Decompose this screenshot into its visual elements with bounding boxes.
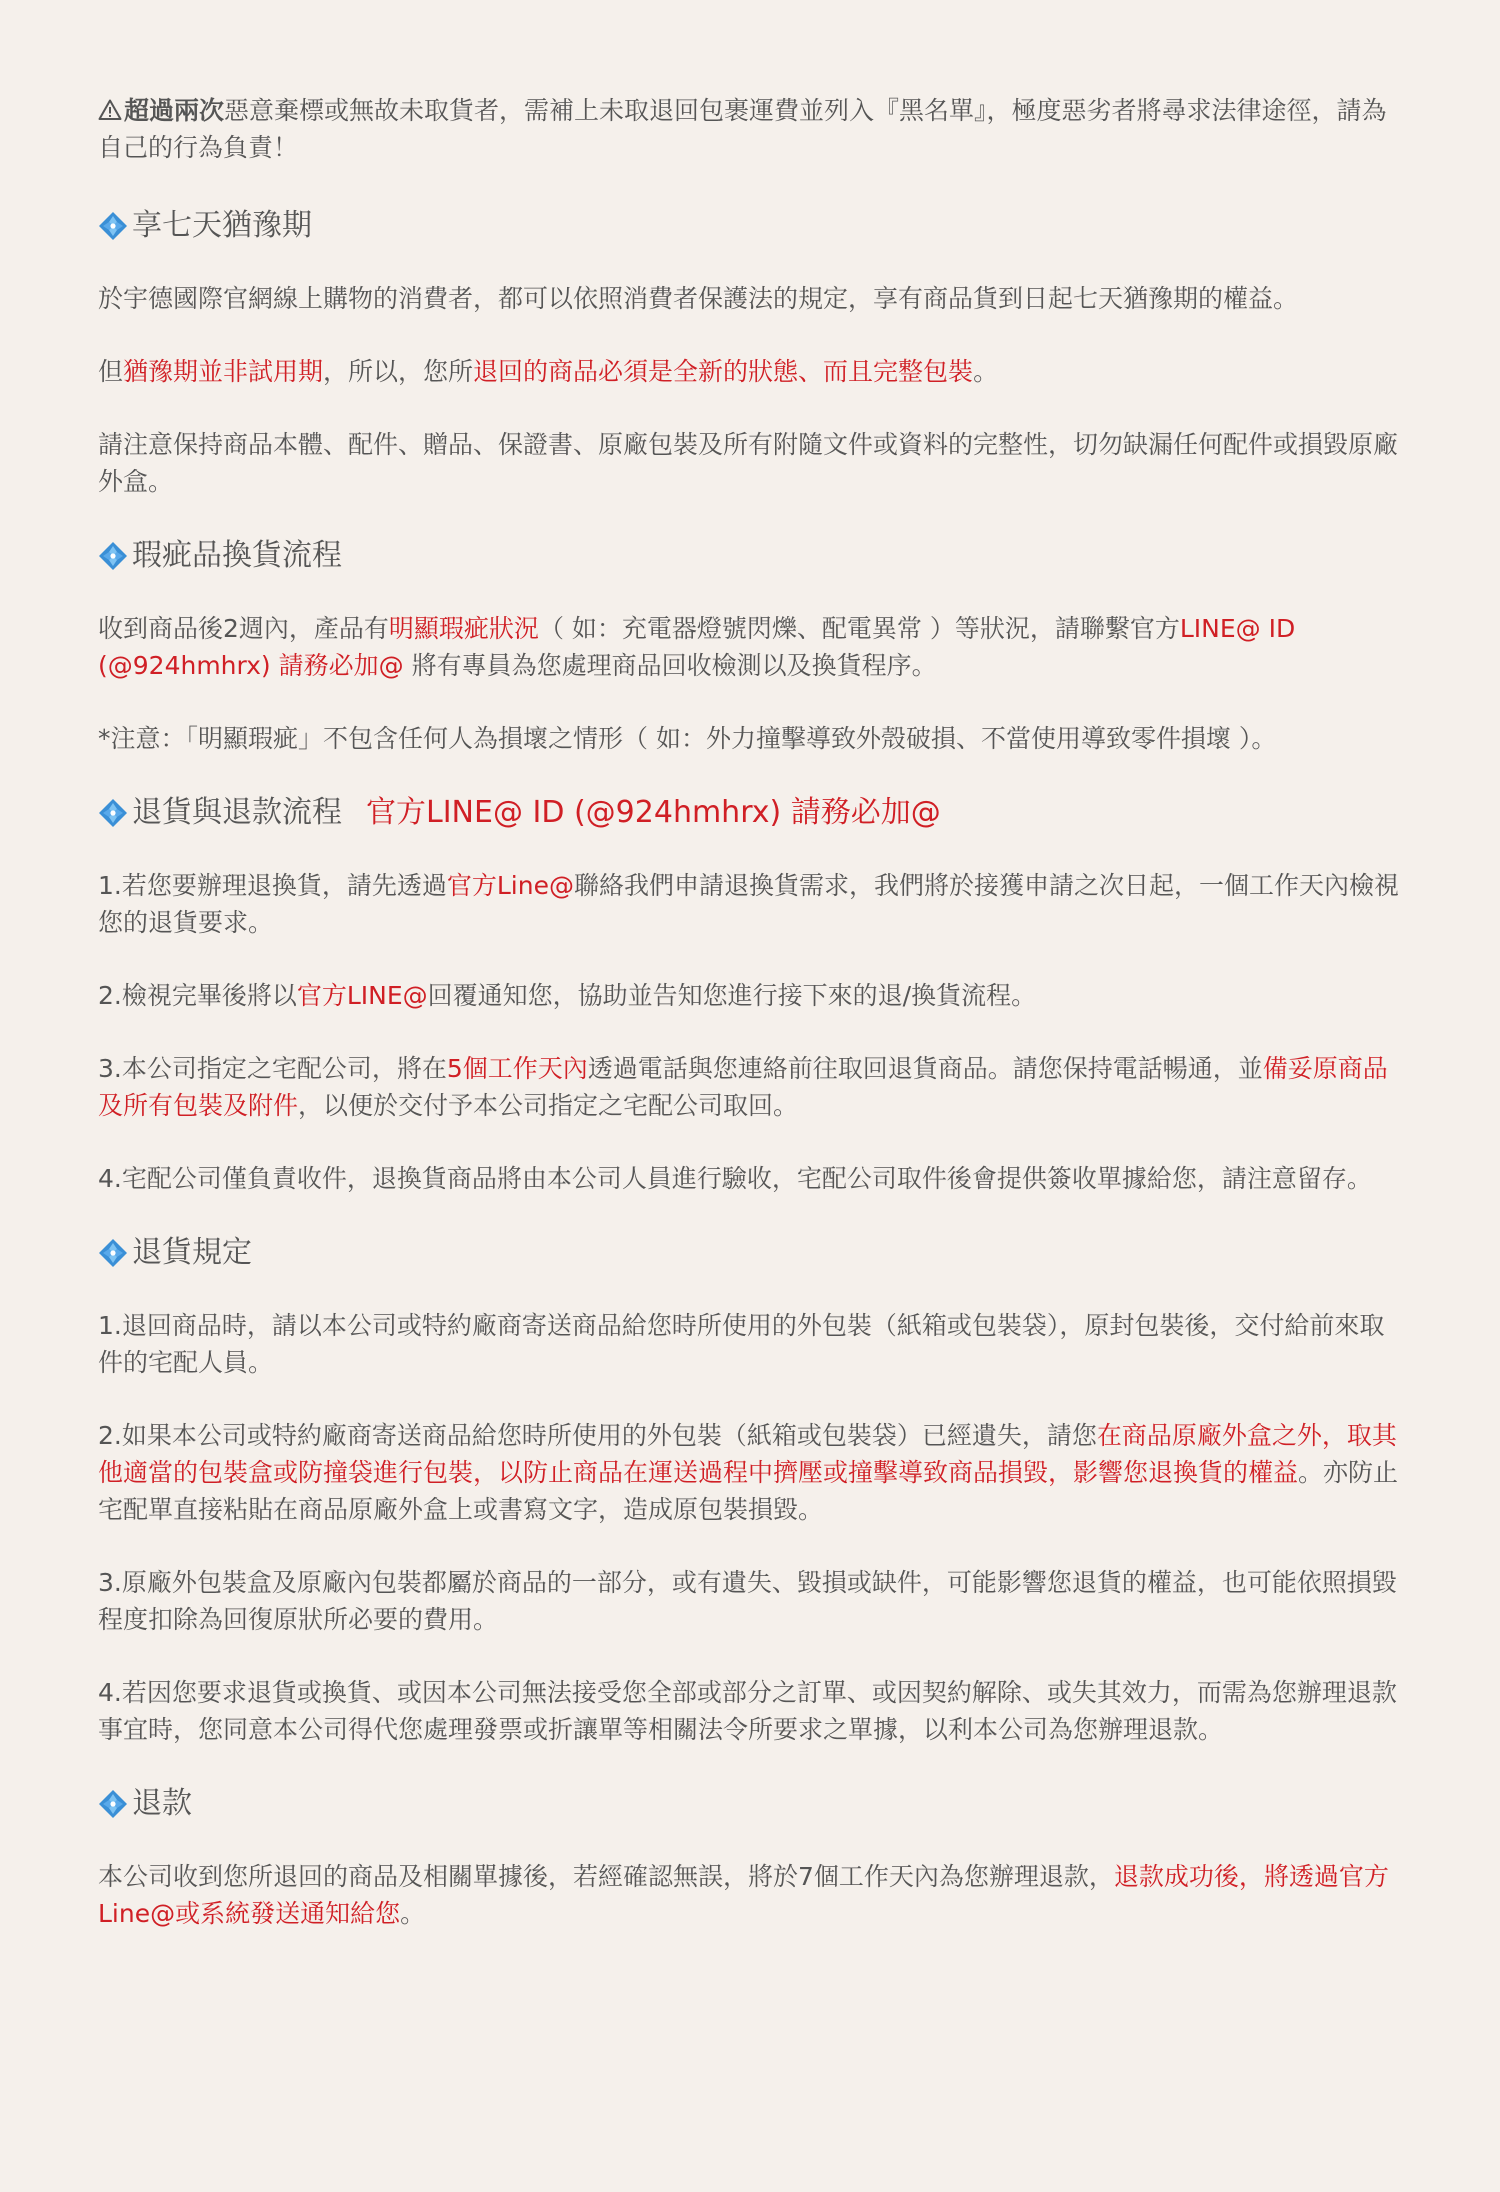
warning-notice xyxy=(98,92,1402,166)
highlight-new-condition: 退回的商品必須是全新的狀態、而且完整包裝 xyxy=(473,357,974,386)
heading-text: 瑕疵品換貨流程 xyxy=(132,538,342,573)
warning-bold-text: 超過兩次 xyxy=(124,96,225,125)
official-line-link[interactable]: 官方LINE@ xyxy=(296,981,428,1010)
process-step-4: 4.宅配公司僅負責收件，退換貨商品將由本公司人員進行驗收，宅配公司取件後會提供簽收單據給您，請注意留存。 xyxy=(98,1164,1372,1193)
text-segment: 透過電話與您連絡前往取回退貨商品。請您保持電話暢通，並 xyxy=(587,1054,1263,1083)
heading-text: 退款 xyxy=(132,1786,192,1821)
heading-text: 退貨與退款流程 xyxy=(132,795,342,830)
text-segment: 。亦防止宅配單直接粘貼在商品原廠外盒上或書寫文字，造成原包裝損毀。 xyxy=(98,1458,1399,1524)
diamond-icon xyxy=(98,1238,128,1268)
text-segment: 本公司收到您所退回的商品及相關單據後，若經確認無誤，將於7個工作天內為您辦理退款， xyxy=(98,1862,1114,1891)
heading-text: 退貨規定 xyxy=(132,1235,252,1270)
diamond-icon xyxy=(98,211,128,241)
warning-text: 惡意棄標或無故未取貨者，需補上未取退回包裹運費並列入『黑名單』，極度惡劣者將尋求法律途徑，請為自己的行為負責！ xyxy=(98,96,1387,162)
heading-text: 享七天猶豫期 xyxy=(132,208,312,243)
highlight-obvious-defect: 明顯瑕疵狀況 xyxy=(388,614,539,643)
defect-note: *注意：「明顯瑕疵」不包含任何人為損壞之情形（ 如：外力撞擊導致外殼破損、不當使用導致零件損壞 ）。 xyxy=(98,724,1277,753)
diamond-icon xyxy=(98,1789,128,1819)
text-segment: （ 如：充電器燈號閃爍、配電異常 ）等狀況，請聯繫官方 xyxy=(538,614,1180,643)
text-segment: 2.如果本公司或特約廠商寄送商品給您時所使用的外包裝（紙箱或包裝袋）已經遺失，請您 xyxy=(98,1421,1097,1450)
text-segment: 。 xyxy=(400,1899,426,1928)
process-step-1 xyxy=(98,867,1402,941)
text-segment: ，以便於交付予本公司指定之宅配公司取回。 xyxy=(298,1091,799,1120)
return-policy-content xyxy=(98,92,1402,1932)
heading-line-id-link[interactable]: 官方LINE@ ID (@924hmhrx) 請務必加@ xyxy=(366,795,941,830)
text-segment: 。 xyxy=(973,357,999,386)
rule-1: 1.退回商品時，請以本公司或特約廠商寄送商品給您時所使用的外包裝（紙箱或包裝袋），原封包裝後，交付給前來取件的宅配人員。 xyxy=(98,1311,1385,1377)
section-heading-cooling-off xyxy=(98,204,1402,248)
process-step-3 xyxy=(98,1050,1402,1124)
rule-3: 3.原廠外包裝盒及原廠內包裝都屬於商品的一部分，或有遺失、毀損或缺件，可能影響您退貨的權益，也可能依照損毀程度扣除為回復原狀所必要的費用。 xyxy=(98,1568,1397,1634)
section-heading-defect-exchange xyxy=(98,534,1402,578)
text-segment: 收到商品後2週內，產品有 xyxy=(98,614,389,643)
text-segment: 聯絡我們申請退換貨需求，我們將於接獲申請之次日起，一個工作天內檢視您的退貨要求。 xyxy=(98,871,1399,937)
diamond-icon xyxy=(98,798,128,828)
cooling-paragraph-1: 於宇德國際官網線上購物的消費者，都可以依照消費者保護法的規定，享有商品貨到日起七天猶豫期的權益。 xyxy=(98,284,1299,313)
text-segment: 回覆通知您，協助並告知您進行接下來的退/換貨流程。 xyxy=(427,981,1037,1010)
rule-4: 4.若因您要求退貨或換貨、或因本公司無法接受您全部或部分之訂單、或因契約解除、或失其效力，而需為您辦理退款事宜時，您同意本公司得代您處理發票或折讓單等相關法令所要求之單據，以利本公司為您辦理退款。 xyxy=(98,1678,1397,1744)
section-heading-refund xyxy=(98,1782,1402,1826)
text-segment: 將有專員為您處理商品回收檢測以及換貨程序。 xyxy=(403,651,937,680)
warning-icon xyxy=(98,98,122,122)
text-segment: 3.本公司指定之宅配公司，將在 xyxy=(98,1054,447,1083)
text-segment: ，所以，您所 xyxy=(323,357,474,386)
rule-2 xyxy=(98,1417,1402,1528)
defect-paragraph-1 xyxy=(98,610,1402,684)
cooling-paragraph-2 xyxy=(98,353,1402,390)
refund-paragraph xyxy=(98,1858,1402,1932)
highlight-not-trial: 猶豫期並非試用期 xyxy=(123,357,324,386)
highlight-packaging: 在商品原廠外盒之外，取其他適當的包裝盒或防撞袋進行包裝，以防止商品在運送過程中擠壓或撞擊導致商品損毀，影響您退換貨的權益 xyxy=(98,1421,1397,1487)
text-segment: 2.檢視完畢後將以 xyxy=(98,981,297,1010)
diamond-icon xyxy=(98,541,128,571)
line-id-link[interactable]: LINE@ ID (@924hmhrx) 請務必加@ xyxy=(98,614,1296,680)
highlight-prepare-items: 備妥原商品及所有包裝及附件 xyxy=(98,1054,1388,1120)
section-heading-return-rules xyxy=(98,1231,1402,1275)
official-line-link[interactable]: 官方Line@ xyxy=(446,871,574,900)
cooling-paragraph-3: 請注意保持商品本體、配件、贈品、保證書、原廠包裝及所有附隨文件或資料的完整性，切勿缺漏任何配件或損毀原廠外盒。 xyxy=(98,430,1399,496)
highlight-five-days: 5個工作天內 xyxy=(446,1054,588,1083)
highlight-refund-notice: 退款成功後，將透過官方Line@或系統發送通知給您 xyxy=(98,1862,1389,1928)
process-step-2 xyxy=(98,977,1402,1014)
text-segment: 但 xyxy=(98,357,124,386)
section-heading-return-refund-process xyxy=(98,791,1402,835)
text-segment: 1.若您要辦理退換貨，請先透過 xyxy=(98,871,447,900)
